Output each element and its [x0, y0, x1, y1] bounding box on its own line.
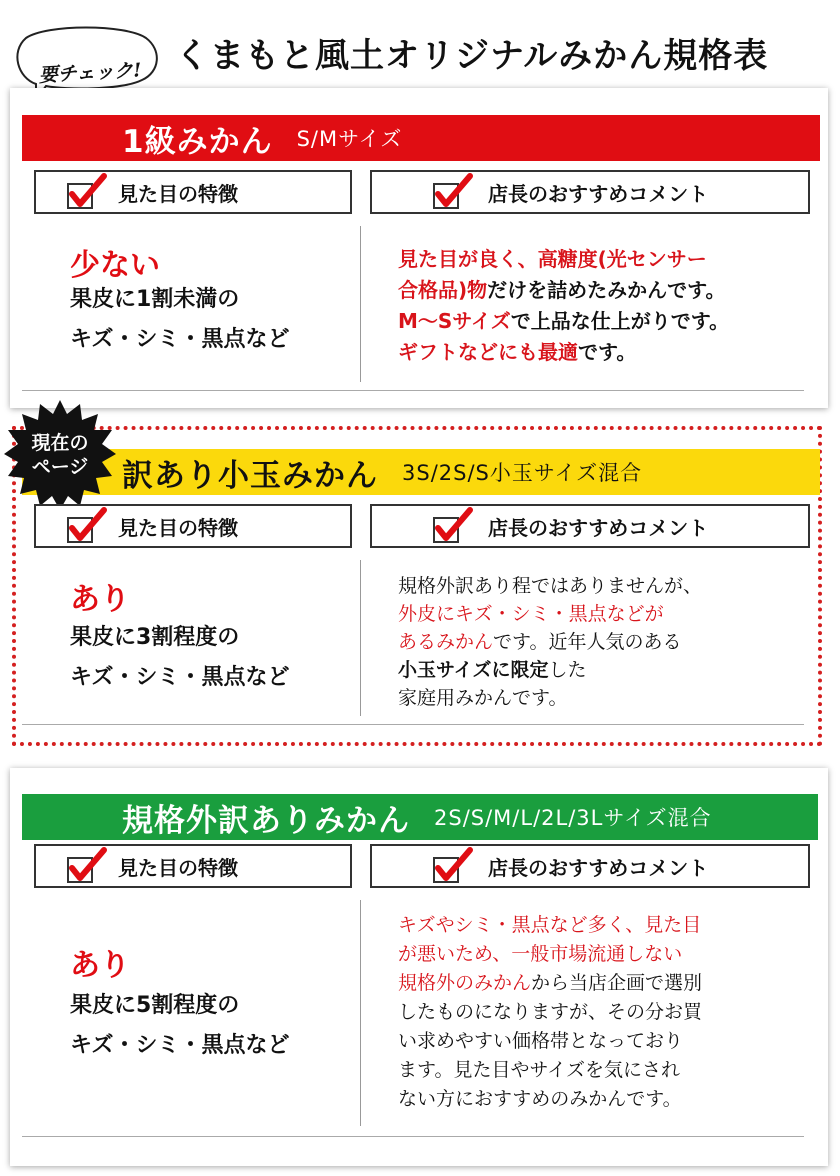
check-icon	[64, 846, 108, 886]
current-page-line2: ページ	[31, 456, 89, 478]
damage-desc-line2: キズ・シミ・黒点など	[70, 1033, 290, 1058]
check-icon	[430, 172, 474, 212]
comment-label-box	[370, 504, 810, 548]
damage-desc-line2: キズ・シミ・黒点など	[70, 665, 290, 690]
section-sizes: S/Mサイズ	[296, 127, 403, 151]
section-sizes: 2S/S/M/L/2L/3Lサイズ混合	[434, 806, 712, 830]
damage-desc-line2: キズ・シミ・黒点など	[70, 327, 290, 352]
section-divider	[22, 724, 804, 725]
section-sizes: 3S/2S/S小玉サイズ混合	[402, 461, 643, 485]
starburst-icon	[4, 400, 116, 510]
check-badge-text: 要チェック!	[38, 59, 142, 87]
section-1-band	[22, 115, 820, 161]
section-divider	[22, 1136, 804, 1137]
comment-label: 店長のおすすめコメント	[488, 515, 709, 540]
speech-bubble-icon	[6, 22, 158, 96]
section-divider	[22, 390, 804, 391]
appearance-label: 見た目の特徴	[118, 181, 238, 206]
comment-label: 店長のおすすめコメント	[488, 855, 709, 880]
section-title: 1級みかん	[122, 123, 273, 160]
appearance-label-box	[34, 844, 352, 888]
damage-level: 少ない	[70, 248, 160, 283]
manager-comment: 見た目が良く、高糖度(光センサー 合格品)物だけを詰めたみかんです。 M〜Sサイズで上品な仕上がりです。 ギフトなどにも最適です。	[398, 247, 730, 364]
column-divider	[360, 900, 361, 1126]
section-2-band	[22, 449, 820, 495]
appearance-label-box	[34, 170, 352, 214]
manager-comment: キズやシミ・黒点など多く、見た目 が悪いため、一般市場流通しない 規格外のみかんから当店企画で選別 したものになりますが、その分お買 い求めやすい価格帯となっており ます。見た目やサイズを気にされ ない方におすすめのみかんです。	[398, 914, 703, 1110]
damage-desc-line1: 果皮に3割程度の	[70, 625, 240, 650]
check-icon	[430, 846, 474, 886]
section-3-band	[22, 794, 818, 840]
check-icon	[64, 506, 108, 546]
damage-level: あり	[70, 948, 130, 983]
damage-desc-line1: 果皮に1割未満の	[70, 287, 240, 312]
current-page-line1: 現在の	[31, 432, 89, 454]
section-title: 規格外訳ありみかん	[122, 802, 410, 839]
page-header	[0, 0, 840, 92]
appearance-label-box	[34, 504, 352, 548]
comment-label: 店長のおすすめコメント	[488, 181, 709, 206]
damage-desc-line1: 果皮に5割程度の	[70, 993, 240, 1018]
check-icon	[64, 172, 108, 212]
appearance-label: 見た目の特徴	[118, 515, 238, 540]
comment-label-box	[370, 844, 810, 888]
page-title: くまもと風土オリジナルみかん規格表	[175, 36, 769, 76]
column-divider	[360, 226, 361, 382]
manager-comment: 規格外訳あり程ではありませんが、 外皮にキズ・シミ・黒点などが あるみかんです。近年人気のある 小玉サイズに限定した 家庭用みかんです。	[398, 575, 703, 709]
appearance-label: 見た目の特徴	[118, 855, 238, 880]
section-title: 訳あり小玉みかん	[122, 457, 378, 494]
column-divider	[360, 560, 361, 716]
damage-level: あり	[70, 582, 130, 617]
check-icon	[430, 506, 474, 546]
comment-label-box	[370, 170, 810, 214]
